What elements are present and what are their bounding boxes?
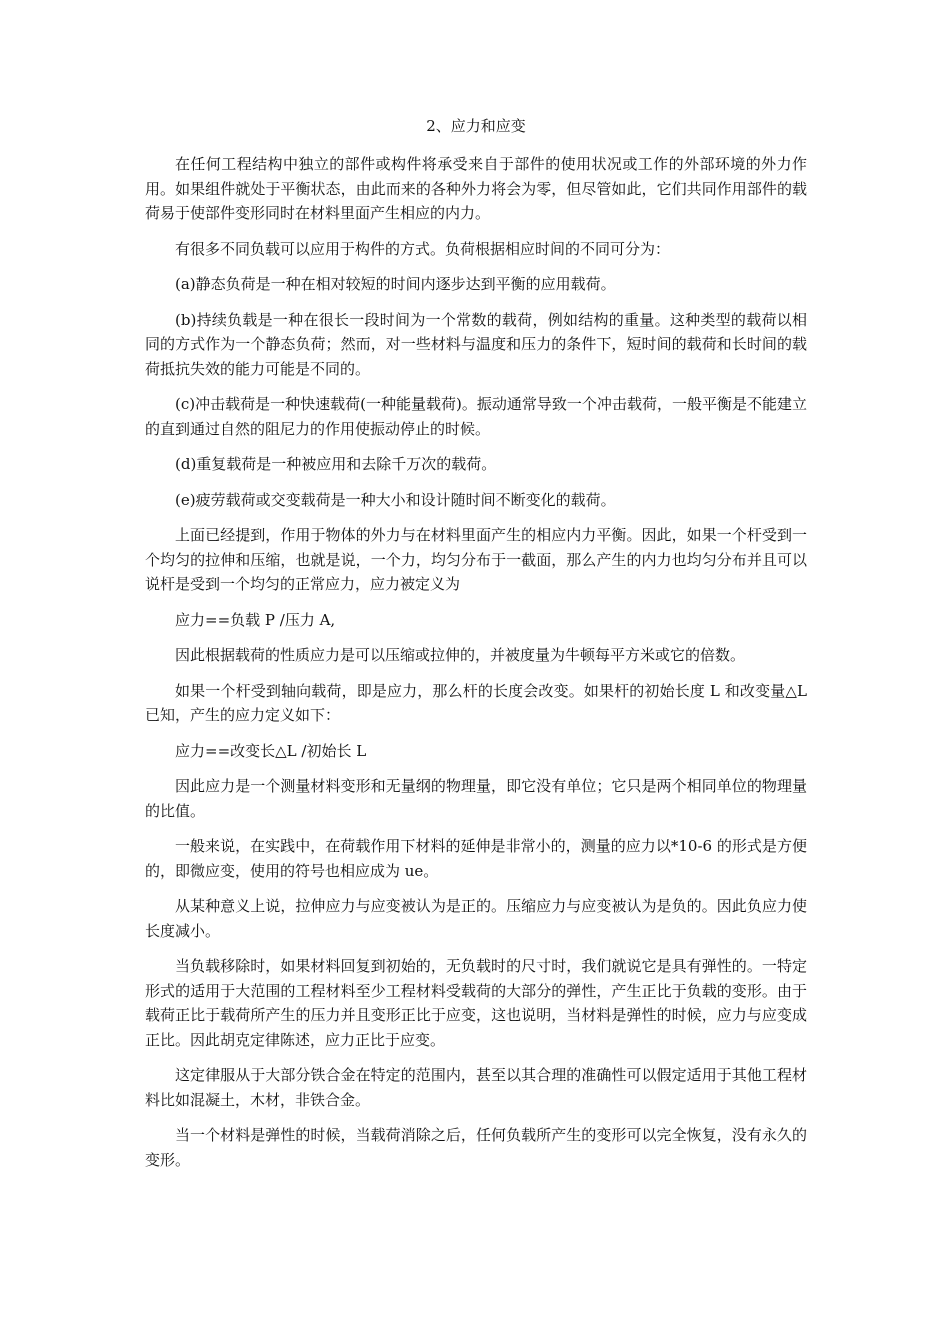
formula-strain: 应力==改变长△L /初始长 L (175, 741, 367, 760)
document-page (145, 112, 807, 1183)
paragraph-sustained-load: (b)持续负载是一种在很长一段时间为一个常数的载荷，例如结构的重量。这种类型的载荷以相同的方式作为一个静态负荷；然而，对一些材料与温度和压力的条件下，短时间的载荷和长时间的载荷抵抗失效的能力可能是不同的。 (145, 310, 807, 378)
paragraph-dimensionless: 因此应力是一个测量材料变形和无量纲的物理量，即它没有单位；它只是两个相同单位的物理量的比值。 (145, 777, 807, 820)
formula-stress: 应力==负载 P /压力 A, (175, 610, 336, 629)
paragraph-static-load: (a)静态负荷是一种在相对较短的时间内逐步达到平衡的应用载荷。 (175, 275, 616, 293)
paragraph-fatigue-load: (e)疲劳载荷或交变载荷是一种大小和设计随时间不断变化的载荷。 (175, 490, 616, 509)
paragraph-impact-load: (c)冲击载荷是一种快速载荷(一种能量载荷)。振动通常导致一个冲击载荷，一般平衡是不能建立的直到通过自然的阻尼力的作用使振动停止的时候。 (145, 395, 807, 438)
paragraph-elastic-recovery: 当一个材料是弹性的时候，当载荷消除之后，任何负载所产生的变形可以完全恢复，没有永久的变形。 (145, 1126, 807, 1169)
paragraph-hooke-applicability: 这定律服从于大部分铁合金在特定的范围内，甚至以其合理的准确性可以假定适用于其他工程材料比如混凝土，木材，非铁合金。 (145, 1066, 807, 1109)
paragraph-intro: 在任何工程结构中独立的部件或构件将承受来自于部件的使用状况或工作的外部环境的外力作用。如果组件就处于平衡状态，由此而来的各种外力将会为零，但尽管如此，它们共同作用部件的载荷易于使部件变形同时在材料里面产生相应的内力。 (145, 155, 807, 222)
paragraph-repeated-load: (d)重复载荷是一种被应用和去除千万次的载荷。 (175, 455, 497, 473)
paragraph-load-types: 有很多不同负载可以应用于构件的方式。负荷根据相应时间的不同可分为： (175, 239, 671, 258)
paragraph-stress-definition: 上面已经提到，作用于物体的外力与在材料里面产生的相应内力平衡。因此，如果一个杆受到一个均匀的拉伸和压缩，也就是说，一个力，均匀分布于一截面，那么产生的内力也均匀分布并且可以说杆是受到一个均匀的正常应力，应力被定义为 (145, 526, 807, 593)
paragraph-sign-convention: 从某种意义上说，拉伸应力与应变被认为是正的。压缩应力与应变被认为是负的。因此负应力使长度减小。 (145, 897, 807, 940)
paragraph-stress-nature: 因此根据载荷的性质应力是可以压缩或拉伸的，并被度量为牛顿每平方米或它的倍数。 (175, 646, 746, 664)
paragraph-elasticity: 当负载移除时，如果材料回复到初始的，无负载时的尺寸时，我们就说它是具有弹性的。一特定形式的适用于大范围的工程材料至少工程材料受载荷的大部分的弹性，产生正比于负载的变形。由于载荷正比于载荷所产生的压力并且变形正比于应变，这也说明，当材料是弹性的时候，应力与应变成正比。因此胡克定律陈述，应力正比于应变。 (145, 957, 807, 1049)
section-title: 2、应力和应变 (426, 117, 526, 135)
paragraph-microstrain: 一般来说，在实践中，在荷载作用下材料的延伸是非常小的，测量的应力以*10-6 的形式是方便的，即微应变，使用的符号也相应成为 ue。 (145, 837, 807, 880)
paragraph-axial-load: 如果一个杆受到轴向载荷，即是应力，那么杆的长度会改变。如果杆的初始长度 L 和改变量△L 已知，产生的应力定义如下： (145, 681, 807, 724)
